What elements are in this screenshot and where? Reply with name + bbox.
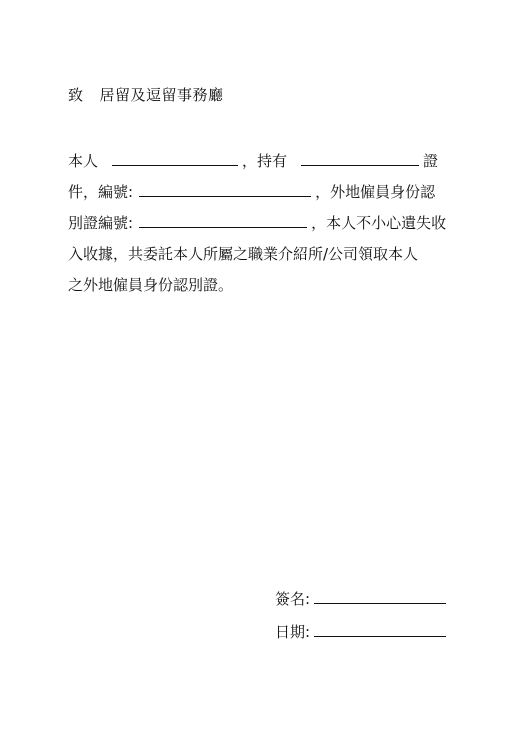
document-number-label: 件，編號: bbox=[68, 183, 134, 201]
self-label: 本人 bbox=[68, 152, 99, 170]
addressee-name: 居留及逗留事務廳 bbox=[99, 86, 224, 104]
date-row bbox=[275, 621, 446, 654]
document-number-blank[interactable] bbox=[139, 184, 311, 197]
signature-row bbox=[275, 588, 446, 621]
id-card-number-label: 別證編號: bbox=[68, 214, 134, 232]
authorization-text-end: 之外地僱員身份認別證。 bbox=[68, 276, 234, 294]
body-line-4 bbox=[68, 239, 448, 270]
addressee-line bbox=[68, 84, 224, 105]
body-line-1 bbox=[68, 146, 448, 177]
body-line-3 bbox=[68, 208, 448, 239]
letter-body bbox=[68, 146, 448, 301]
body-line-5 bbox=[68, 270, 448, 301]
signature-blank[interactable] bbox=[314, 591, 446, 604]
authorization-text: 入收據，共委託本人所屬之職業介紹所/公司領取本人 bbox=[68, 245, 419, 263]
body-line-2 bbox=[68, 177, 448, 208]
loss-statement-part: ，本人不小心遺失收 bbox=[311, 214, 447, 232]
id-card-number-blank[interactable] bbox=[139, 215, 307, 228]
name-blank[interactable] bbox=[112, 153, 238, 166]
holding-label: ，持有 bbox=[242, 152, 288, 170]
addressee-prefix: 致 bbox=[68, 86, 84, 104]
document-type-blank[interactable] bbox=[301, 153, 419, 166]
signature-block bbox=[275, 588, 446, 654]
date-blank[interactable] bbox=[314, 624, 446, 637]
document-label-part: 證 bbox=[423, 152, 439, 170]
id-card-label-part: ，外地僱員身份認 bbox=[315, 183, 436, 201]
signature-label: 簽名: bbox=[275, 590, 311, 608]
date-label: 日期: bbox=[275, 623, 311, 641]
